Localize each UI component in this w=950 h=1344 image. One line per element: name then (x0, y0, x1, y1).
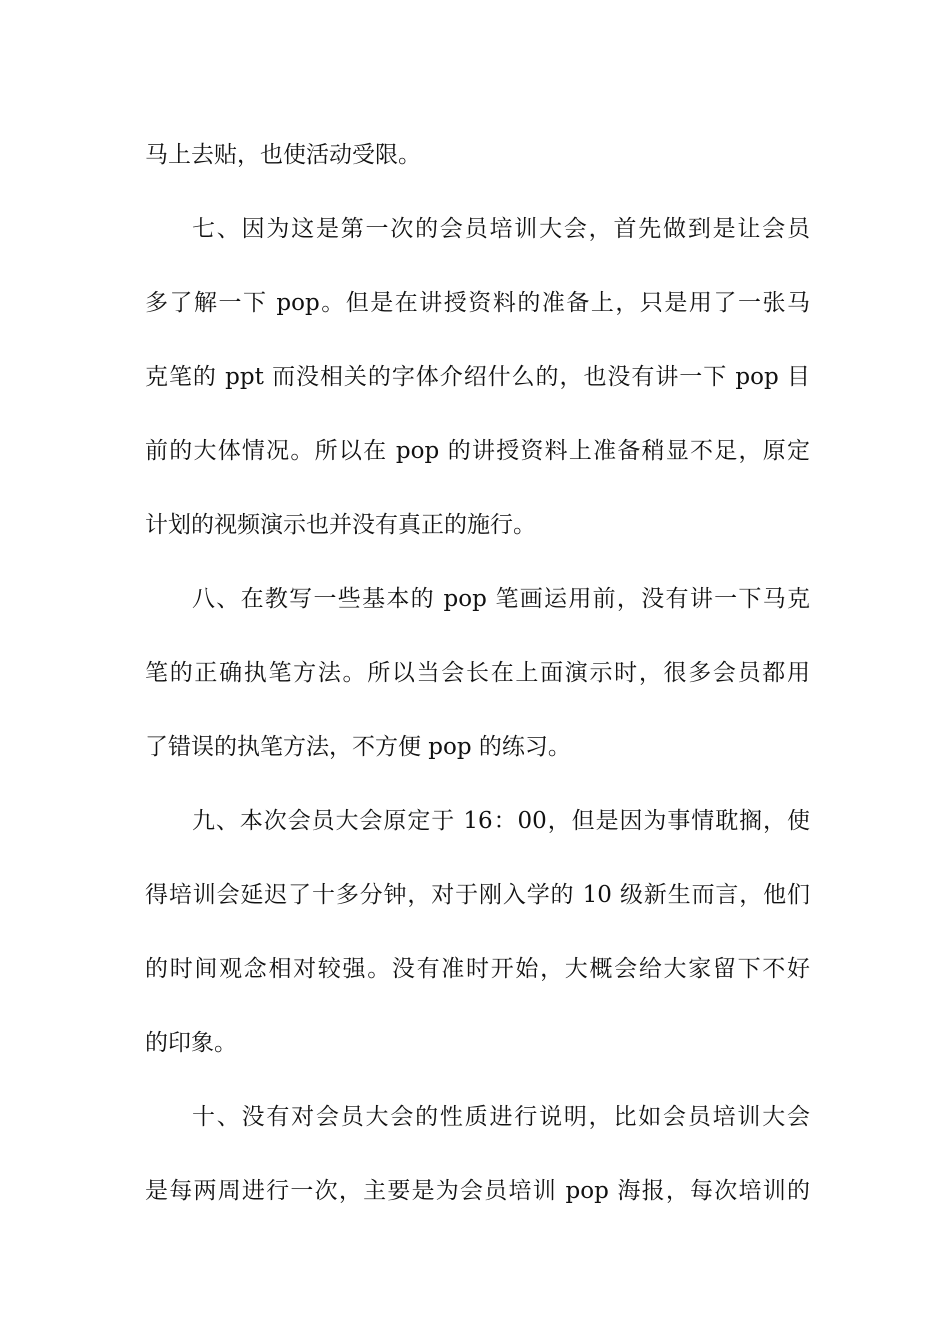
paragraph-nine-line: 九、本次会员大会原定于 16：00，但是因为事情耽搁，使 (192, 808, 810, 834)
text-line: 前的大体情况。所以在 pop 的讲授资料上准备稍显不足，原定 (145, 438, 810, 464)
paragraph-seven-line: 七、因为这是第一次的会员培训大会，首先做到是让会员 (192, 216, 810, 242)
document-body (145, 126, 810, 1236)
text-line: 的时间观念相对较强。没有准时开始，大概会给大家留下不好 (145, 956, 810, 982)
text-line: 多了解一下 pop。但是在讲授资料的准备上，只是用了一张马 (145, 290, 810, 316)
paragraph-eight-line: 八、在教写一些基本的 pop 笔画运用前，没有讲一下马克 (192, 586, 810, 612)
text-line: 了错误的执笔方法，不方便 pop 的练习。 (145, 734, 571, 760)
text-line: 的印象。 (145, 1030, 237, 1056)
text-line: 得培训会延迟了十多分钟，对于刚入学的 10 级新生而言，他们 (145, 882, 810, 908)
text-line: 马上去贴，也使活动受限。 (145, 142, 421, 168)
text-line: 笔的正确执笔方法。所以当会长在上面演示时，很多会员都用 (145, 660, 810, 686)
text-line: 克笔的 ppt 而没相关的字体介绍什么的，也没有讲一下 pop 目 (145, 364, 810, 390)
text-line: 计划的视频演示也并没有真正的施行。 (145, 512, 536, 538)
text-line: 是每两周进行一次，主要是为会员培训 pop 海报，每次培训的 (145, 1178, 810, 1204)
paragraph-ten-line: 十、没有对会员大会的性质进行说明，比如会员培训大会 (192, 1104, 810, 1130)
